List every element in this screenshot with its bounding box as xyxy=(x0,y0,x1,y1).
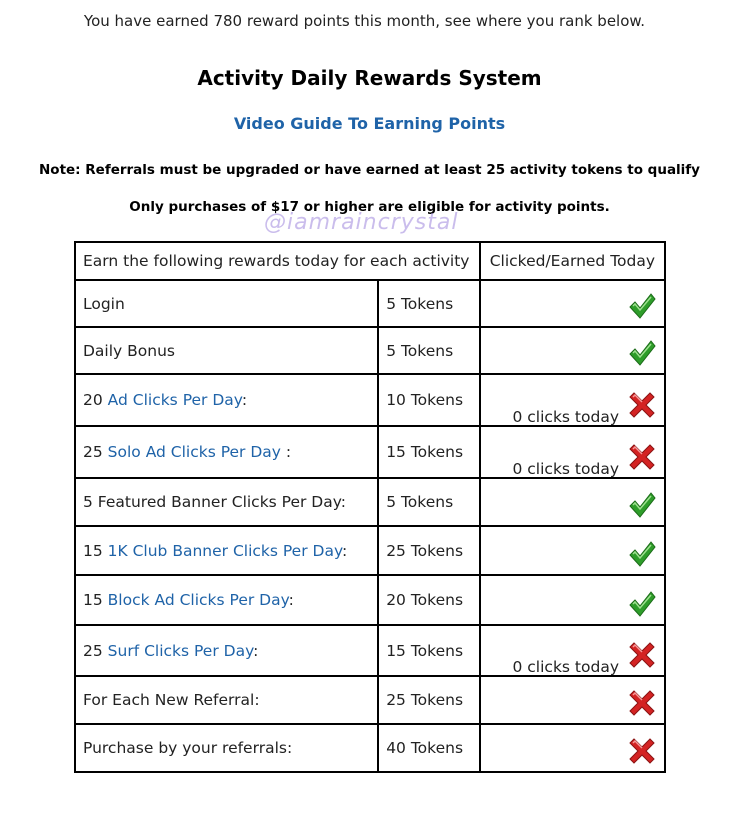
table-row xyxy=(75,724,665,772)
activity-cell xyxy=(75,426,378,478)
table-row xyxy=(75,676,665,724)
activity-link[interactable]: Surf Clicks Per Day xyxy=(107,641,254,660)
checkmark-icon xyxy=(627,589,657,619)
cross-icon xyxy=(627,688,657,718)
checkmark-icon xyxy=(627,291,657,321)
table-row xyxy=(75,280,665,327)
checkmark-icon xyxy=(627,338,657,368)
status-wrap xyxy=(488,484,657,520)
purchase-note: Only purchases of $17 or higher are eligible for activity points. xyxy=(129,199,610,215)
cross-icon xyxy=(627,640,657,670)
page-title: Activity Daily Rewards System xyxy=(197,66,542,90)
tokens-cell: 25 Tokens xyxy=(378,676,480,724)
status-wrap xyxy=(488,730,657,766)
tokens-cell: 5 Tokens xyxy=(378,280,480,327)
cross-icon xyxy=(627,390,657,420)
status-wrap xyxy=(488,286,657,321)
table-row xyxy=(75,625,665,676)
activity-label: For Each New Referral: xyxy=(83,691,260,709)
status-column-header: Clicked/Earned Today xyxy=(480,242,665,280)
referral-note: Note: Referrals must be upgraded or have earned at least 25 activity tokens to qualify xyxy=(39,162,700,178)
status-wrap xyxy=(488,380,657,426)
activity-suffix: : xyxy=(280,443,292,461)
table-row xyxy=(75,426,665,478)
activity-suffix: : xyxy=(241,391,248,409)
rewards-intro-text: You have earned 780 reward points this month, see where you rank below. xyxy=(83,12,646,30)
activity-cell xyxy=(75,676,378,724)
cross-icon xyxy=(627,442,657,472)
tokens-cell: 15 Tokens xyxy=(378,426,480,478)
status-wrap xyxy=(488,631,657,676)
status-cell xyxy=(480,625,665,676)
activity-suffix: : xyxy=(342,541,348,560)
activity-cell xyxy=(75,575,378,625)
activity-cell xyxy=(75,724,378,772)
activity-cell xyxy=(75,478,378,526)
activity-label: Daily Bonus xyxy=(83,341,175,360)
status-cell xyxy=(480,374,665,426)
rewards-table-header xyxy=(75,242,665,280)
table-row xyxy=(75,478,665,526)
checkmark-icon xyxy=(627,490,657,520)
activity-link[interactable]: Solo Ad Clicks Per Day xyxy=(107,443,281,461)
status-cell xyxy=(480,676,665,724)
table-row xyxy=(75,526,665,575)
activity-cell xyxy=(75,625,378,676)
status-wrap xyxy=(488,532,657,569)
status-cell xyxy=(480,526,665,575)
tokens-cell: 40 Tokens xyxy=(378,724,480,772)
video-guide-link[interactable]: Video Guide To Earning Points xyxy=(233,114,506,133)
status-wrap xyxy=(488,432,657,478)
activity-label: 5 Featured Banner Clicks Per Day: xyxy=(83,493,347,511)
activity-label: Purchase by your referrals: xyxy=(83,739,293,757)
activity-label: 25 xyxy=(83,641,108,660)
activity-cell xyxy=(75,526,378,575)
tokens-cell: 5 Tokens xyxy=(378,327,480,374)
table-row xyxy=(75,374,665,426)
tokens-cell: 15 Tokens xyxy=(378,625,480,676)
status-cell xyxy=(480,426,665,478)
status-wrap xyxy=(488,581,657,619)
checkmark-icon xyxy=(627,539,657,569)
activity-cell xyxy=(75,327,378,374)
activity-suffix: : xyxy=(288,591,294,609)
activity-cell xyxy=(75,280,378,327)
activity-link[interactable]: 1K Club Banner Clicks Per Day xyxy=(107,541,342,560)
tokens-cell: 25 Tokens xyxy=(378,526,480,575)
tokens-cell: 20 Tokens xyxy=(378,575,480,625)
tokens-cell: 5 Tokens xyxy=(378,478,480,526)
cross-icon xyxy=(627,736,657,766)
status-wrap xyxy=(488,682,657,718)
table-row xyxy=(75,327,665,374)
status-cell xyxy=(480,478,665,526)
status-cell xyxy=(480,280,665,327)
watermark: @iamraincrystal xyxy=(264,210,459,235)
clicks-today-text: 0 clicks today xyxy=(512,408,619,426)
activity-link[interactable]: Block Ad Clicks Per Day xyxy=(107,591,289,609)
activity-label: Login xyxy=(83,294,125,313)
status-cell xyxy=(480,327,665,374)
activity-label: 15 xyxy=(83,591,108,609)
status-cell xyxy=(480,575,665,625)
activity-column-header: Earn the following rewards today for each activity xyxy=(75,242,480,280)
clicks-today-text: 0 clicks today xyxy=(512,460,619,478)
activity-link[interactable]: Ad Clicks Per Day xyxy=(107,391,242,409)
status-cell xyxy=(480,724,665,772)
status-wrap xyxy=(488,333,657,368)
activity-label: 20 xyxy=(83,391,108,409)
activity-cell xyxy=(75,374,378,426)
table-row xyxy=(75,575,665,625)
activity-label: 25 xyxy=(83,443,108,461)
clicks-today-text: 0 clicks today xyxy=(512,658,619,676)
rewards-table xyxy=(74,241,666,773)
activity-suffix: : xyxy=(253,641,259,660)
activity-label: 15 xyxy=(83,541,108,560)
tokens-cell: 10 Tokens xyxy=(378,374,480,426)
